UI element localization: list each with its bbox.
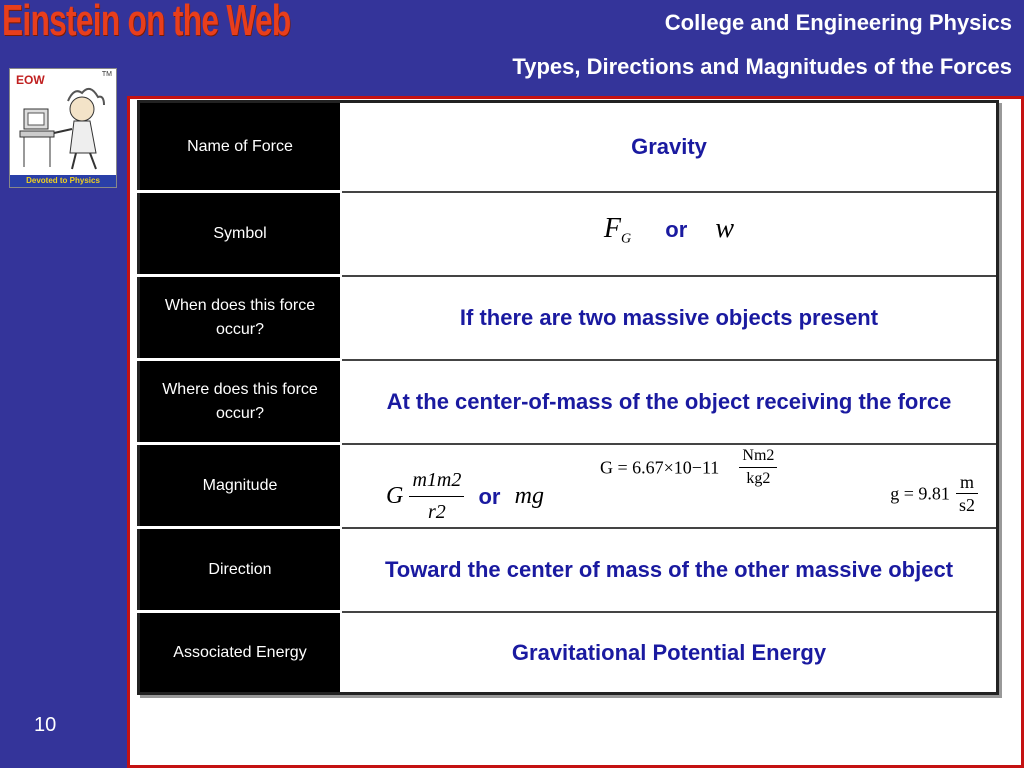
table-row — [139, 612, 998, 694]
force-table — [137, 100, 999, 695]
magnitude-formula — [386, 465, 544, 528]
g-constant-units — [739, 445, 777, 490]
row-label: When does this force occur? — [139, 276, 342, 360]
row-value: At the center-of-mass of the object receiving the force — [341, 360, 998, 444]
row-label: Associated Energy — [139, 612, 342, 694]
row-value: Gravity — [341, 102, 998, 192]
alt-symbol: w — [715, 212, 735, 244]
einstein-computer-icon — [10, 69, 118, 177]
slide-title: Types, Directions and Magnitudes of the Forces — [512, 54, 1012, 79]
row-value: Gravitational Potential Energy — [341, 612, 998, 694]
g-symbol: G — [386, 482, 404, 509]
row-label: Where does this force occur? — [139, 360, 342, 444]
units-denominator: s2 — [958, 494, 975, 515]
g-value-units — [956, 471, 978, 516]
table-row — [139, 102, 998, 192]
row-label: Symbol — [139, 192, 342, 276]
units-denominator: kg2 — [746, 469, 771, 487]
g-value-text: g = 9.81 — [890, 483, 950, 503]
badge-caption: Devoted to Physics — [10, 175, 116, 187]
fraction-denominator: r2 — [428, 500, 446, 523]
or-text: or — [665, 216, 688, 242]
eow-badge — [9, 68, 117, 188]
g-constant-value: G = 6.67×10−11 — [600, 457, 720, 477]
g-constant — [600, 445, 777, 490]
course-title: College and Engineering Physics — [664, 10, 1012, 35]
badge-mini-logo: EOW — [16, 73, 45, 87]
magnitude-value — [341, 444, 998, 528]
fraction-numerator: m1m2 — [409, 465, 464, 497]
table-row — [139, 192, 998, 276]
row-label: Direction — [139, 528, 342, 612]
g-value — [890, 471, 978, 516]
slide-number: 10 — [34, 714, 57, 736]
row-value: If there are two massive objects present — [341, 276, 998, 360]
or-text: or — [478, 483, 501, 509]
mg-symbol: mg — [514, 482, 544, 509]
table-row — [139, 276, 998, 360]
units-numerator: m — [956, 471, 978, 494]
mass-fraction — [409, 465, 464, 528]
table-row — [139, 444, 998, 528]
row-label: Magnitude — [139, 444, 342, 528]
logo-wordmark: Einstein on the Web — [2, 0, 291, 45]
table-row — [139, 360, 998, 444]
symbol-value — [341, 192, 998, 276]
table-row — [139, 528, 998, 612]
symbol-main: F — [603, 212, 622, 244]
units-numerator: Nm2 — [739, 445, 777, 468]
badge-tm: TM — [101, 71, 112, 78]
symbol-sub: G — [621, 231, 632, 247]
row-label: Name of Force — [139, 102, 342, 192]
row-value: Toward the center of mass of the other massive object — [341, 528, 998, 612]
